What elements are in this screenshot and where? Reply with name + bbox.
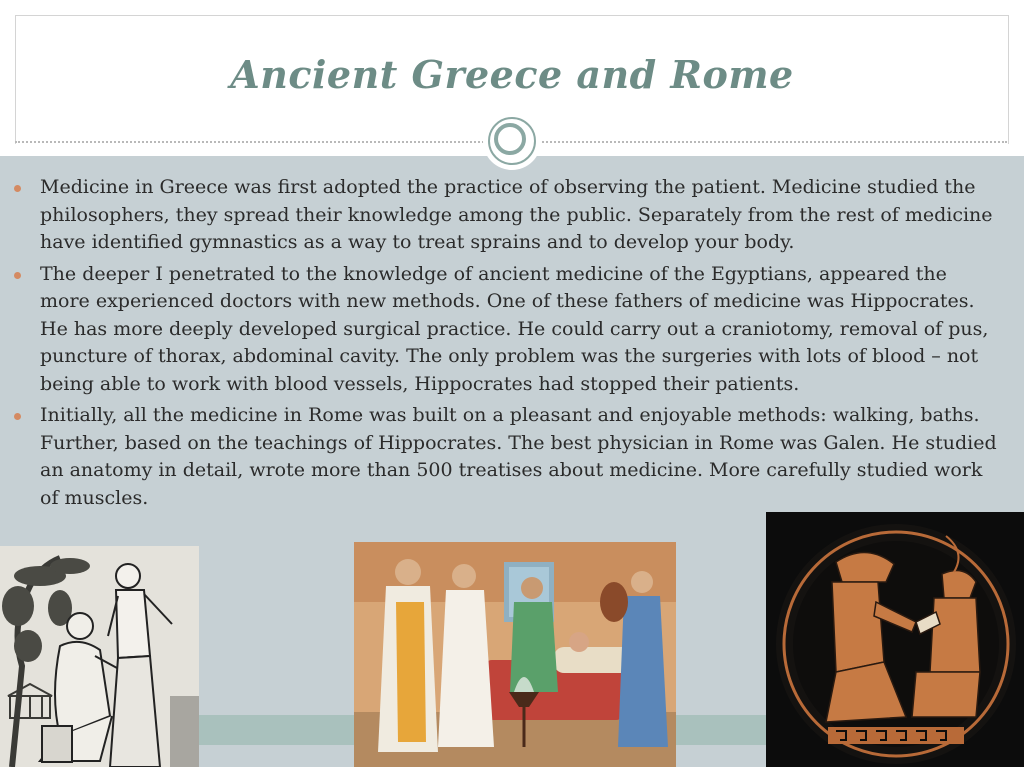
physician-examining-patient-image bbox=[0, 546, 199, 767]
bullet-item bbox=[0, 261, 1000, 399]
bullet-text: Medicine in Greece was first adopted the practice of observing the patient. Medicine studied the philosophers, they spread their knowledge among the public. Separately from the rest of medicine have identified gymnastics as a way to treat sprains and to develop your body. bbox=[40, 176, 993, 253]
bullet-text: The deeper I penetrated to the knowledge of ancient medicine of the Egyptians, appeared the more experienced doctors with new methods. One of these fathers of medicine was Hippocrates. He has more deeply developed surgical practice. He could carry out a craniotomy, removal of pus, puncture of thorax, abdominal cavity. The only problem was the surgeries with lots of blood – not being able to work with blood vessels, Hippocrates had stopped their patients. bbox=[40, 262, 989, 395]
bullet-list bbox=[0, 174, 1000, 516]
achilles-patroclus-vase-image bbox=[766, 512, 1024, 767]
slide-title: Ancient Greece and Rome bbox=[230, 52, 794, 97]
bullet-item bbox=[0, 402, 1000, 512]
bullet-icon bbox=[14, 413, 21, 420]
hippocrates-bedside-image bbox=[354, 542, 676, 767]
bullet-icon bbox=[14, 185, 21, 192]
bullet-icon bbox=[14, 272, 21, 279]
bullet-text: Initially, all the medicine in Rome was built on a pleasant and enjoyable methods: walking, baths. Further, based on the teachings of Hippocrates. The best physician in Rome was Galen. He studied an anatomy in detail, wrote more than 500 treatises about medicine. More carefully studied work of muscles. bbox=[40, 404, 997, 509]
circle-ornament-icon bbox=[483, 112, 541, 170]
bullet-item bbox=[0, 174, 1000, 257]
